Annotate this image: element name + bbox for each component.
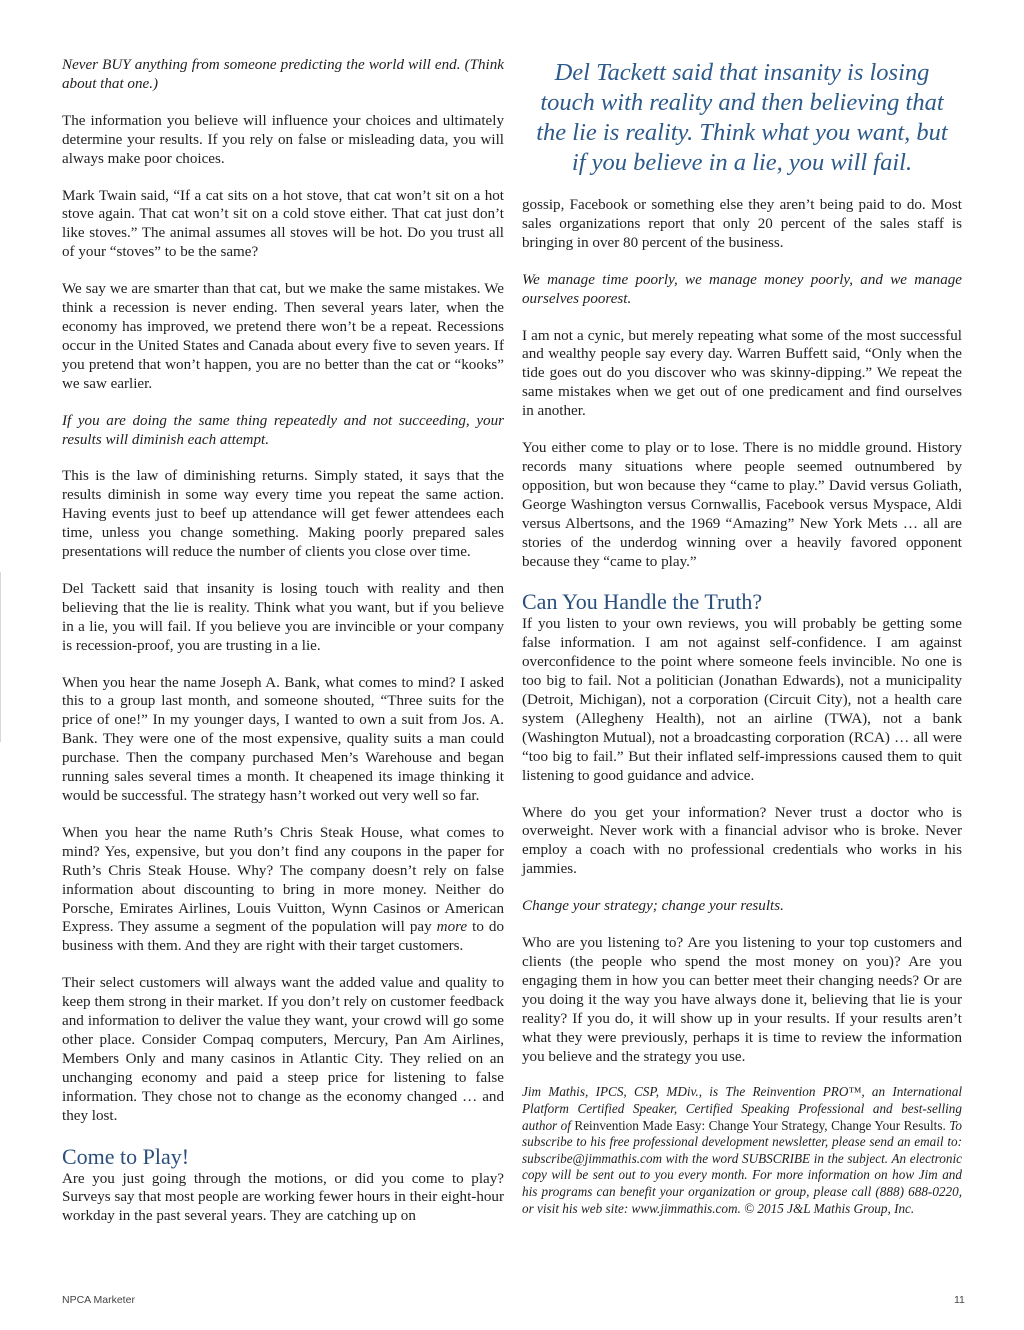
- section-heading: Come to Play!: [62, 1143, 190, 1169]
- page-number: 11: [954, 1294, 965, 1306]
- pull-quote: Del Tackett said that insanity is losing touch with reality and then believing that the lie is reality. Think what you want, but if you believe in a lie, you will fail.: [536, 59, 948, 176]
- text-run: Jim Mathis, IPCS, CSP, MDiv., is The Reinvention PRO™, an International Platform Certified Speaker, Certified Speaking Professional and best-selling author of: [522, 1084, 962, 1133]
- author-bio: [522, 1084, 962, 1217]
- paragraph: [62, 824, 504, 956]
- paragraph: You either come to play or to lose. There is no middle ground. History records many situations where people seemed outnumbered by opposition, but won because they “came to play.” David versus Goliath, George Washington versus Cornwallis, Facebook versus Myspace, Aldi versus Albertsons, and the 1969 “Amazing” New York Mets … all are stories of the underdog winning over a heavily favored opponent because they “came to play.”: [522, 440, 962, 570]
- book-title: Reinvention Made Easy: Change Your Strategy, Change Your Results.: [574, 1117, 946, 1133]
- paragraph: Who are you listening to? Are you listening to your top customers and clients (the people who spend the most money on you)? Are you engaging them in how you can better meet their changing needs? Or are you doing it the way you have always done it, believing that lie is your reality? If you do, it will show up in your results. If your results aren’t what they were previously, perhaps it is time to review the information you believe and the strategy you use.: [522, 935, 962, 1065]
- paragraph: If you are doing the same thing repeatedly and not succeeding, your results will diminish each attempt.: [62, 412, 504, 448]
- footer-publication: NPCA Marketer: [62, 1294, 135, 1306]
- right-column: [522, 56, 962, 1217]
- paragraph: I am not a cynic, but merely repeating what some of the most successful and wealthy people say every day. Warren Buffett said, “Only when the tide goes out do you discover who was skinny-dipping.” We repeat the same mistakes when we get out of one predicament and find ourselves in another.: [522, 327, 962, 420]
- section-heading: Can You Handle the Truth?: [522, 589, 763, 615]
- paragraph: Del Tackett said that insanity is losing touch with reality and then believing that the lie is reality. Think what you want, but if you believe in a lie, you will fail. If you believe you are invincible or your company is recession-proof, you are trusting in a lie.: [62, 580, 504, 654]
- paragraph: Are you just going through the motions, or did you come to play? Surveys say that most people are working fewer hours in their eight-hour workday in the past several years. They are catching up on: [62, 1170, 504, 1225]
- text-run: to do business with them. And they are right with their target customers.: [62, 919, 504, 955]
- paragraph: Where do you get your information? Never trust a doctor who is overweight. Never work with a financial advisor who is broke. Never employ a coach with no professional credentials who works in his jammies.: [522, 804, 962, 878]
- paragraph: When you hear the name Joseph A. Bank, what comes to mind? I asked this to a group last month, and someone shouted, “Three suits for the price of one!” In my younger days, I wanted to own a suit from Jos. A. Bank. They were one of the most expensive, quality suits a man could purchase. Then the company purchased Men’s Warehouse and began running sales several times a month. It cheapened its image thinking it would be successful. The strategy hasn’t worked out very well so far.: [62, 674, 504, 804]
- emphasis: more: [436, 919, 468, 936]
- paragraph: gossip, Facebook or something else they aren’t being paid to do. Most sales organizations report that only 20 percent of the sales staff is bringing in over 80 percent of the business.: [522, 197, 962, 251]
- paragraph: Never BUY anything from someone predicting the world will end. (Think about that one.): [62, 57, 504, 92]
- paragraph: Mark Twain said, “If a cat sits on a hot stove, that cat won’t sit on a hot stove again. That cat won’t sit on a cold stove either. That cat just don’t like stoves.” The animal assumes all stoves will be hot. Do you trust all of your “stoves” to be the same?: [62, 187, 504, 261]
- paragraph: This is the law of diminishing returns. Simply stated, it says that the results diminish in some way every time you repeat the same action. Having events just to beef up attendance will get fewer attendees each time, unless you change something. Making poorly prepared sales presentations will reduce the number of clients you close over time.: [62, 468, 504, 561]
- paragraph: We manage time poorly, we manage money poorly, and we manage ourselves poorest.: [522, 271, 962, 307]
- paragraph: Change your strategy; change your results.: [522, 898, 784, 915]
- paragraph: We say we are smarter than that cat, but we make the same mistakes. We think a recession is never ending. Then several years later, when the economy has improved, we pretend there won’t be a repeat. Recessions occur in the United States and Canada about every five to seven years. If you pretend that won’t happen, you are no better than the cat or “kooks” we saw earlier.: [62, 281, 504, 392]
- paragraph: The information you believe will influence your choices and ultimately determine your results. If you rely on false or misleading data, you will always make poor choices.: [62, 112, 504, 167]
- paragraph: Their select customers will always want the added value and quality to keep them strong in their market. If you don’t rely on customer feedback and information to deliver the value they want, your crowd will go some other place. Consider Compaq computers, Mercury, Pan Am Airlines, Members Only and many casinos in Atlantic City. They relied on an unchanging economy and paid a steep price for listening to false information. They chose not to change as the economy changed … and they lost.: [62, 975, 504, 1124]
- paragraph: If you listen to your own reviews, you will probably be getting some false information. I am not against self-confidence. I am against overconfidence to the point where someone feels invincible. No one is too big to fail. Not a politician (Jonathan Edwards), not a municipality (Detroit, Michigan), not a corporation (Circuit City), not a health care system (Allegheny Health), not an airline (TWA), not a bank (Washington Mutual), not a broadcasting corporation (RCA) … all were “too big to fail.” But their inflated self-impressions caused them to quit listening to good guidance and advice.: [522, 616, 962, 784]
- left-column: [62, 56, 504, 1244]
- margin-rule: [0, 572, 1, 742]
- text-run: When you hear the name Ruth’s Chris Steak House, what comes to mind? Yes, expensive, but you don’t find any coupons in the paper for Ruth’s Chris Steak House. Why? The company doesn’t rely on false information about discounting to bring in more money. Neither do Porsche, Emirates Airlines, Louis Vuitton, Wynn Casinos or American Express. They assume a segment of the population will pay: [62, 824, 504, 936]
- text-run: To subscribe to his free professional development newsletter, please send an email to: subscribe@jimmathis.com with the word SUBSCRIBE in the subject. An electronic copy will be sent out to you every month. For more information on how Jim and his programs can benefit your organization or group, please call (888) 688-0220, or visit his web site: www.jimmathis.com. © 2015 J&L Mathis Group, Inc.: [522, 1117, 962, 1216]
